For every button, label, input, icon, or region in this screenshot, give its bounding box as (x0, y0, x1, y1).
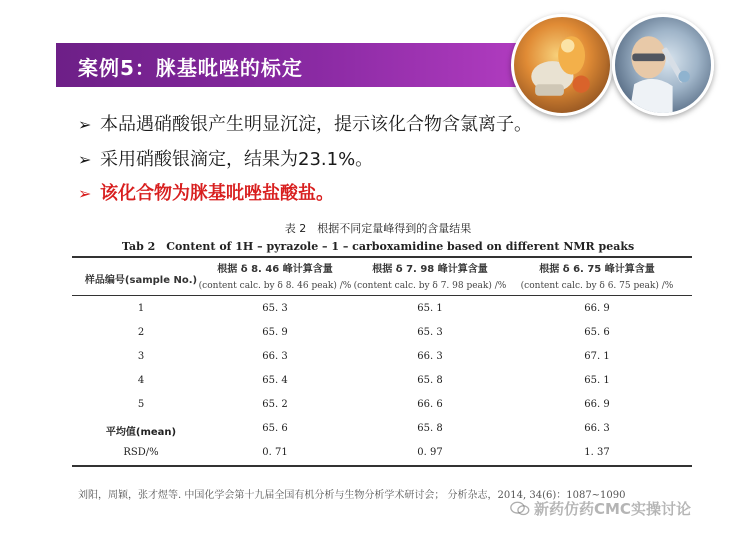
lab-researcher-icon (615, 17, 711, 113)
cell-value: 66. 9 (584, 303, 610, 314)
cell-value: 66. 9 (584, 399, 610, 410)
cell-value: 67. 1 (584, 351, 610, 362)
decorative-photo-lab (612, 14, 714, 116)
header-col-798 (345, 262, 515, 294)
cell-value: 65. 8 (417, 423, 443, 434)
cell-value: 0. 71 (262, 447, 288, 458)
cell-value: 65. 1 (584, 375, 610, 386)
cell-sample: 平均值(mean) (105, 427, 177, 438)
cell-value: 66. 3 (262, 351, 288, 362)
table-caption-en: Tab 2 Content of 1H – pyrazole – 1 – carboxamidine based on different NMR peaks (121, 240, 635, 253)
toys-illustration-icon (514, 17, 610, 113)
cell-sample: 5 (137, 399, 145, 410)
cell-value: 65. 6 (584, 327, 610, 338)
cell-sample: 3 (137, 351, 145, 362)
wechat-icon (510, 501, 530, 516)
table-row (72, 351, 692, 375)
cell-sample: 4 (137, 375, 145, 386)
table-row (72, 303, 692, 327)
slide-title: 案例5：脒基吡唑的标定 (78, 56, 303, 80)
table-top-rule (72, 256, 692, 258)
cell-value: 66. 3 (584, 423, 610, 434)
header-col-sub: (content calc. by δ 6. 75 peak) /% (520, 281, 674, 291)
cell-value: 65. 4 (262, 375, 288, 386)
cell-value: 65. 3 (417, 327, 443, 338)
reference-citation: 刘阳，周颖，张才煜等. 中国化学会第十九届全国有机分析与生物分析学术研讨会； 分析杂志，2014, 34(6)：1087~1090 (78, 490, 626, 501)
table-row (72, 375, 692, 399)
cell-value: 66. 6 (417, 399, 443, 410)
cell-value: 65. 6 (262, 423, 288, 434)
table-header-rule (72, 295, 692, 296)
watermark (510, 498, 691, 519)
cell-sample: 1 (137, 303, 145, 314)
watermark-text: 新药仿药CMC实操讨论 (534, 500, 691, 518)
table-caption-cn: 表 2 根据不同定量峰得到的含量结果 (284, 222, 472, 235)
cell-value: 65. 8 (417, 375, 443, 386)
bullet-precipitate (78, 110, 532, 136)
header-col-846 (190, 262, 360, 294)
cell-value: 65. 1 (417, 303, 443, 314)
table-row (72, 447, 692, 471)
bullet-arrow-icon: ➢ (78, 150, 92, 169)
decorative-photo-toys (511, 14, 613, 116)
header-col-label: 根据 δ 6. 75 峰计算含量 (539, 264, 655, 275)
header-col-sub: (content calc. by δ 8. 46 peak) /% (198, 281, 352, 291)
header-col-label: 根据 δ 7. 98 峰计算含量 (372, 264, 488, 275)
cell-value: 0. 97 (417, 447, 443, 458)
cell-sample: 2 (137, 327, 145, 338)
bullet-text: 采用硝酸银滴定，结果为23.1%。 (100, 149, 374, 170)
bullet-text: 该化合物为脒基吡唑盐酸盐。 (100, 183, 334, 204)
bullet-text: 本品遇硝酸银产生明显沉淀，提示该化合物含氯离子。 (100, 114, 532, 135)
cell-value: 66. 3 (417, 351, 443, 362)
header-col-675 (512, 262, 682, 294)
table-row (72, 327, 692, 351)
table-row (72, 423, 692, 447)
cell-value: 65. 9 (262, 327, 288, 338)
cell-sample: RSD/% (123, 447, 159, 458)
title-bar (56, 43, 526, 87)
bullet-titration (78, 145, 373, 171)
cell-value: 65. 3 (262, 303, 288, 314)
cell-value: 65. 2 (262, 399, 288, 410)
header-col-sub: (content calc. by δ 7. 98 peak) /% (353, 281, 507, 291)
bullet-arrow-icon: ➢ (78, 184, 92, 203)
cell-value: 1. 37 (584, 447, 610, 458)
table-row (72, 399, 692, 423)
header-sample-no: 样品编号(sample No.) (84, 275, 198, 286)
bullet-arrow-icon: ➢ (78, 115, 92, 134)
bullet-conclusion (78, 179, 334, 205)
header-col-label: 根据 δ 8. 46 峰计算含量 (217, 264, 333, 275)
